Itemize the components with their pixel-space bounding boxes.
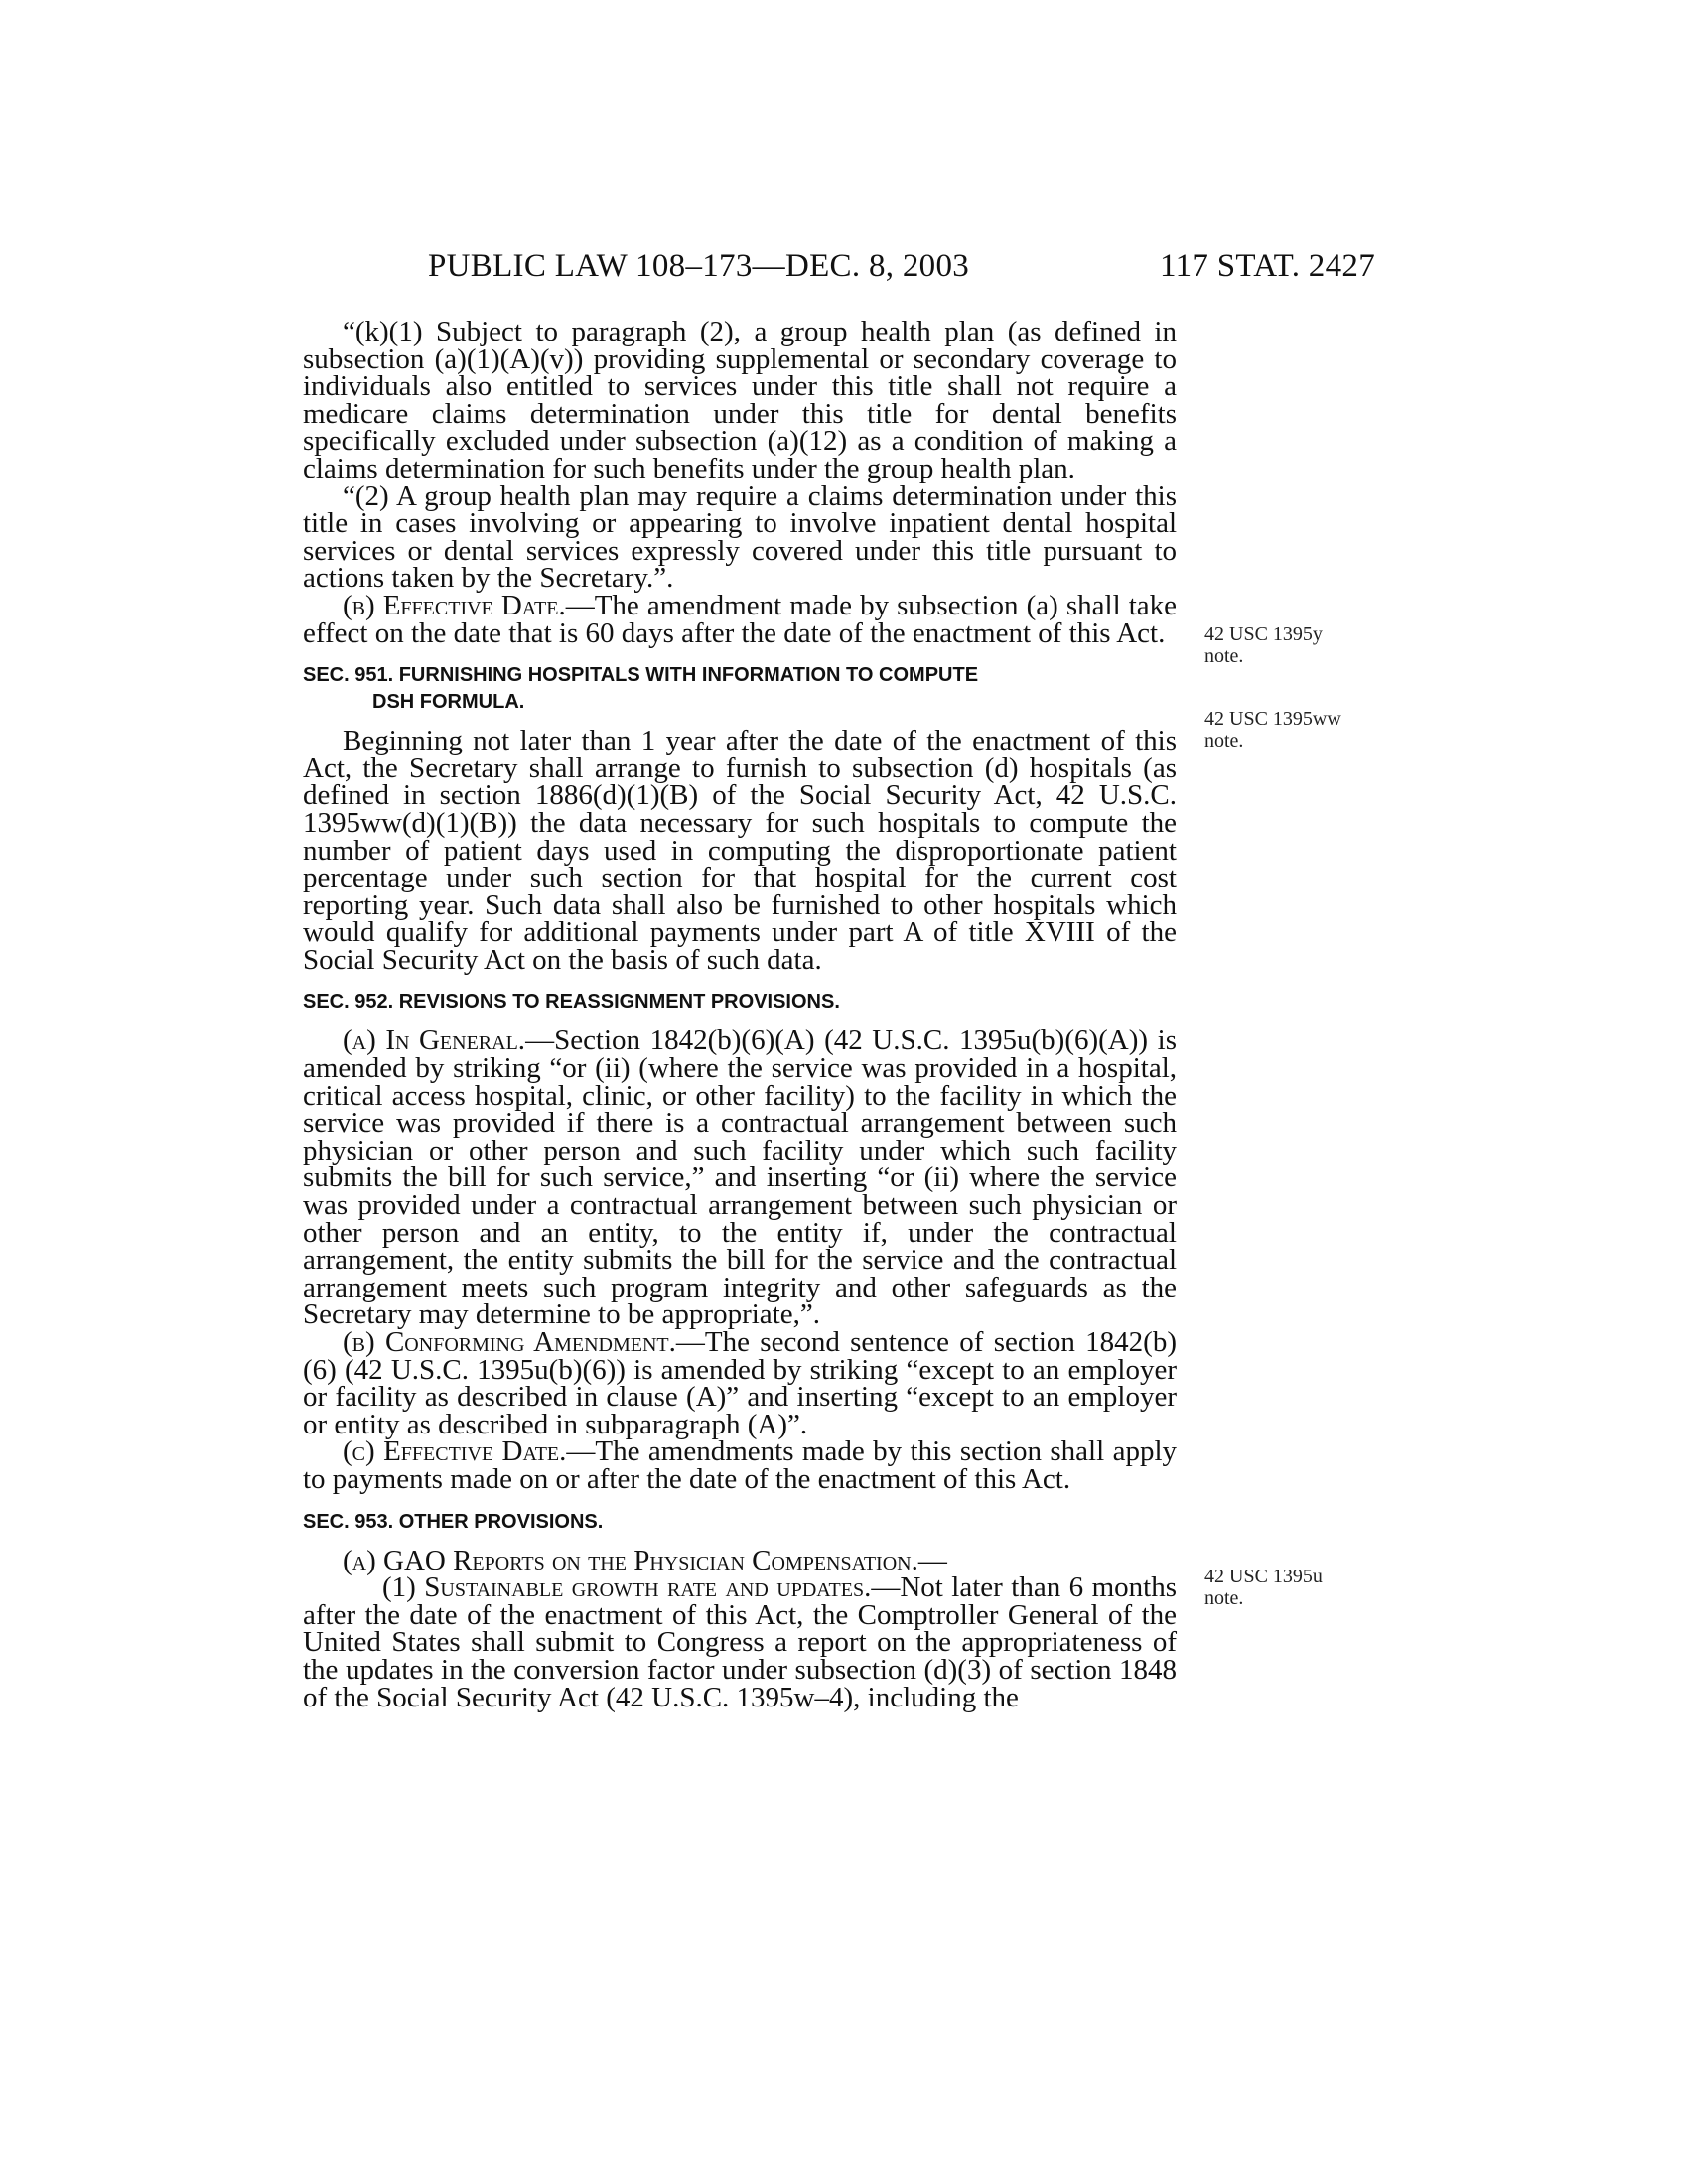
section-951-text: Beginning not later than 1 year after the date of the enactment of this Act, the Secretary shall arrange to furnish to subsection (d) hospitals (as defined in section 1886(d)(1)(B) of the Social Security Act, 42 U.S.C. 1395ww(d)(1)(B)) the data necessary for such hospitals to compute the number of patient days used in computing the disproportionate patient percentage under such section for that hospital for the current cost reporting year. Such data shall also be furnished to other hospitals which would qualify for additional payments under part A of title XVIII of the Social Security Act on the basis of such data.: [303, 725, 1177, 976]
section-953-a: (a) GAO Reports on the Physician Compensation.—: [343, 1544, 947, 1576]
section-952-a: (a) In General.—Section 1842(b)(6)(A) (42 U.S.C. 1395u(b)(6)(A)) is amended by striking “or (ii) (where the service was provided in a hospital, critical access hospital, clinic, or other facility) to the facility in which the service was provided if there is a contractual arrangement between such physician or other person and such facility under which such facility submits the bill for such service,” and inserting “or (ii) where the service was provided under a contractual arrangement between such physician or other person and an entity, to the entity if, under the contractual arrangement, the entity submits the bill for the service and the contractual arrangement meets such program integrity and other safeguards as the Secretary may determine to be appropriate,”.: [303, 1024, 1177, 1331]
section-953-heading: SEC. 953. OTHER PROVISIONS.: [303, 1510, 604, 1533]
margin-note-1395u: 42 USC 1395u note.: [1204, 1566, 1323, 1609]
section-952-b: (b) Conforming Amendment.—The second sentence of section 1842(b)(6) (42 U.S.C. 1395u(b)(6)) is amended by striking “except to an employer or facility as described in clause (A)” and inserting “except to an employer or entity as described in subparagraph (A)”.: [303, 1326, 1178, 1440]
margin-note-1395y: 42 USC 1395y note.: [1204, 623, 1323, 667]
document-body: [303, 316, 1178, 1713]
section-953-a1: (1) Sustainable growth rate and updates.—Not later than 6 months after the date of the enactment of this Act, the Comptroller General of the United States shall submit to Congress a report on the appropriateness of the updates in the conversion factor under subsection (d)(3) of section 1848 of the Social Security Act (42 U.S.C. 1395w–4), including the: [303, 1571, 1178, 1713]
subsection-heading: (b) Effective Date.: [343, 589, 566, 621]
section-952-c: (c) Effective Date.—The amendments made by this section shall apply to payments made on or after the date of the enactment of this Act.: [303, 1435, 1178, 1495]
running-title: PUBLIC LAW 108–173—DEC. 8, 2003: [428, 248, 970, 284]
section-951-heading: SEC. 951. FURNISHING HOSPITALS WITH INFORMATION TO COMPUTE DSH FORMULA.: [303, 664, 979, 714]
paragraph-effective-date: [303, 589, 1178, 649]
stat-page-number: 117 STAT. 2427: [1160, 248, 1375, 284]
page-header: [303, 248, 1375, 293]
section-952-heading: SEC. 952. REVISIONS TO REASSIGNMENT PROVISIONS.: [303, 991, 840, 1014]
paragraph-k2: “(2) A group health plan may require a claims determination under this title in cases involving or appearing to involve inpatient dental hospital services or dental services expressly covered under this title pursuant to actions taken by the Secretary.”.: [303, 479, 1177, 595]
margin-note-1395ww: 42 USC 1395ww note.: [1204, 708, 1341, 751]
paragraph-k1: “(k)(1) Subject to paragraph (2), a group health plan (as defined in subsection (a)(1)(A)(v)) providing supplemental or secondary coverage to individuals also entitled to services under this title shall not require a medicare claims determination under this title for dental benefits specifically excluded under subsection (a)(12) as a condition of making a claims determination for such benefits under the group health plan.: [303, 316, 1177, 484]
subsection-text: —The amendment made by subsection (a) shall take effect on the date that is 60 days after the date of the enactment of this Act.: [303, 589, 1178, 649]
